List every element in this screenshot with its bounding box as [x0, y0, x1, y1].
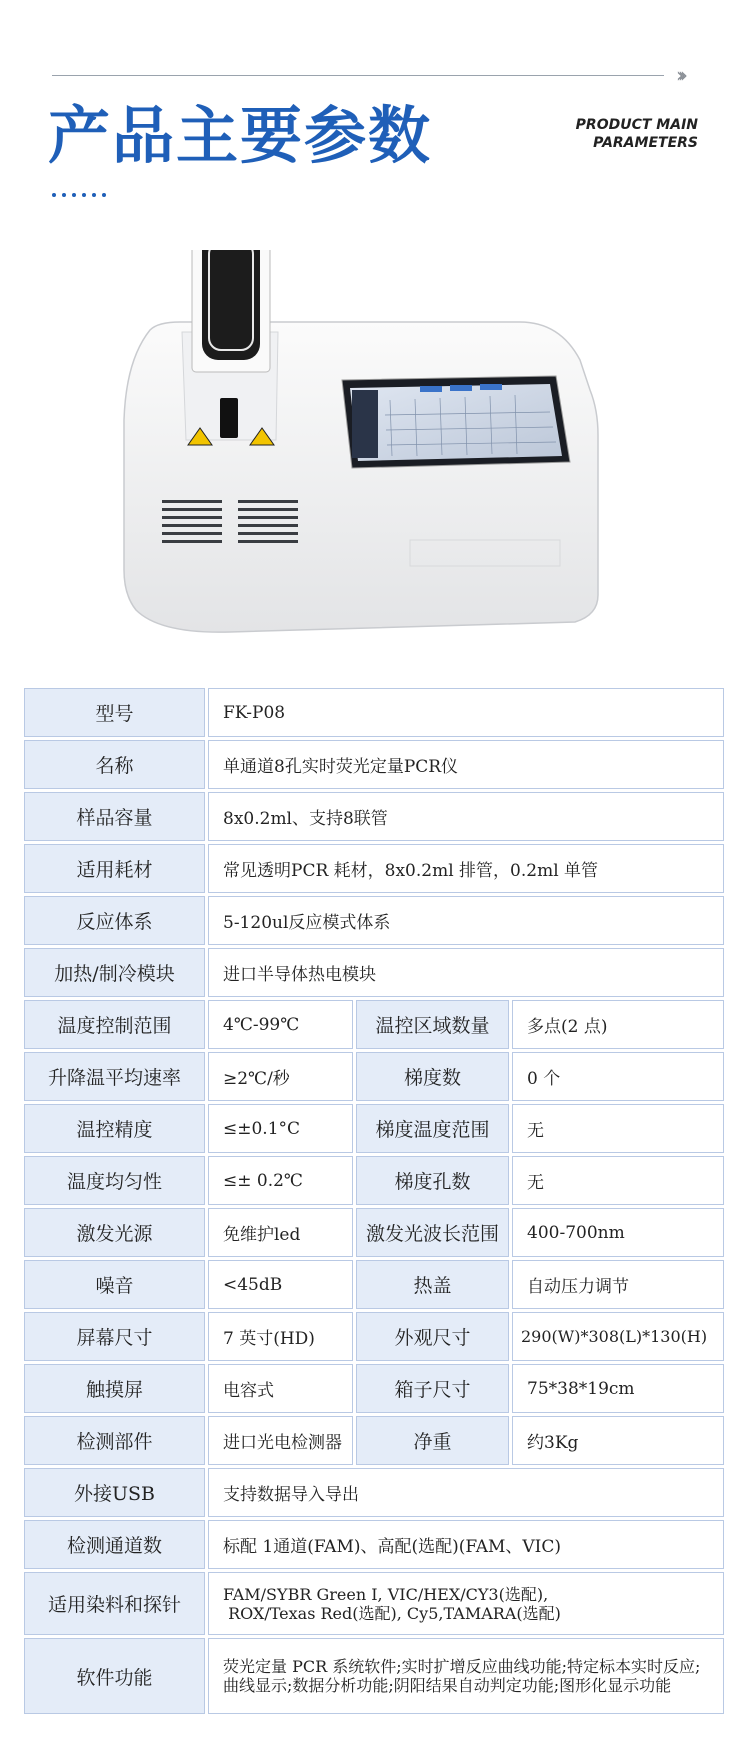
spec-label: 激发光波长范围	[356, 1208, 509, 1257]
spec-row-touchscreen	[24, 1364, 724, 1413]
spec-label: 激发光源	[24, 1208, 205, 1257]
spec-value: 单通道8孔实时荧光定量PCR仪	[208, 740, 724, 789]
spec-value: ≥2℃/秒	[208, 1052, 353, 1101]
spec-row-model	[24, 688, 724, 737]
decorative-dots	[52, 193, 106, 197]
spec-row-noise	[24, 1260, 724, 1309]
spec-value: 4℃-99℃	[208, 1000, 353, 1049]
spec-label: 触摸屏	[24, 1364, 205, 1413]
spec-label: 热盖	[356, 1260, 509, 1309]
spec-row-temp-accuracy	[24, 1104, 724, 1153]
spec-value: 进口半导体热电模块	[208, 948, 724, 997]
title-en-line2: PARAMETERS	[593, 135, 698, 151]
spec-label: 梯度温度范围	[356, 1104, 509, 1153]
spec-row-screen-size	[24, 1312, 724, 1361]
spec-value: 7 英寸(HD)	[208, 1312, 353, 1361]
spec-label: 检测部件	[24, 1416, 205, 1465]
spec-label: 反应体系	[24, 896, 205, 945]
spec-value: 自动压力调节	[512, 1260, 724, 1309]
spec-label: 温度控制范围	[24, 1000, 205, 1049]
spec-label: 软件功能	[24, 1638, 205, 1714]
spec-label: 箱子尺寸	[356, 1364, 509, 1413]
arrow-right-icon: ›››	[676, 63, 682, 87]
spec-label: 外接USB	[24, 1468, 205, 1517]
spec-value: 常见透明PCR 耗材，8x0.2ml 排管，0.2ml 单管	[208, 844, 724, 893]
spec-label: 升降温平均速率	[24, 1052, 205, 1101]
spec-value: 8x0.2ml、支持8联管	[208, 792, 724, 841]
spec-value-line2: ROX/Texas Red(选配), Cy5,TAMARA(选配)	[223, 1603, 561, 1623]
spec-value	[208, 1572, 724, 1635]
product-image	[120, 250, 660, 645]
spec-value: ≤± 0.2℃	[208, 1156, 353, 1205]
spec-table	[24, 688, 724, 1717]
spec-value: 5-120ul反应模式体系	[208, 896, 724, 945]
spec-value: 标配 1通道(FAM)、高配(选配)(FAM、VIC)	[208, 1520, 724, 1569]
spec-label: 屏幕尺寸	[24, 1312, 205, 1361]
spec-row-dyes	[24, 1572, 724, 1635]
title-en-line1: PRODUCT MAIN	[575, 117, 698, 133]
spec-value: 支持数据导入导出	[208, 1468, 724, 1517]
spec-label: 梯度孔数	[356, 1156, 509, 1205]
spec-value: FK-P08	[208, 688, 724, 737]
spec-value: 0 个	[512, 1052, 724, 1101]
spec-value: 290(W)*308(L)*130(H)	[512, 1312, 724, 1361]
page-title-english	[478, 116, 698, 152]
spec-row-software	[24, 1638, 724, 1714]
spec-label: 温度均匀性	[24, 1156, 205, 1205]
spec-value: 多点(2 点)	[512, 1000, 724, 1049]
spec-row-ramp-rate	[24, 1052, 724, 1101]
spec-value: 约3Kg	[512, 1416, 724, 1465]
spec-label: 名称	[24, 740, 205, 789]
spec-label: 加热/制冷模块	[24, 948, 205, 997]
spec-label: 温控区域数量	[356, 1000, 509, 1049]
spec-row-usb	[24, 1468, 724, 1517]
spec-row-name	[24, 740, 724, 789]
spec-value: ≤±0.1°C	[208, 1104, 353, 1153]
spec-value: 荧光定量 PCR 系统软件;实时扩增反应曲线功能;特定标本实时反应;曲线显示;数据分析功能;阴阳结果自动判定功能;图形化显示功能	[208, 1638, 724, 1714]
spec-label: 噪音	[24, 1260, 205, 1309]
spec-label: 梯度数	[356, 1052, 509, 1101]
spec-value: 免维护led	[208, 1208, 353, 1257]
spec-row-reaction-system	[24, 896, 724, 945]
spec-row-capacity	[24, 792, 724, 841]
spec-label: 适用染料和探针	[24, 1572, 205, 1635]
spec-row-channels	[24, 1520, 724, 1569]
spec-value: 400-700nm	[512, 1208, 724, 1257]
spec-label: 温控精度	[24, 1104, 205, 1153]
spec-row-temp-range	[24, 1000, 724, 1049]
spec-value: 进口光电检测器	[208, 1416, 353, 1465]
spec-value: 75*38*19cm	[512, 1364, 724, 1413]
spec-label: 适用耗材	[24, 844, 205, 893]
spec-label: 净重	[356, 1416, 509, 1465]
spec-value-line1: FAM/SYBR Green I, VIC/HEX/CY3(选配),	[223, 1584, 549, 1604]
spec-row-consumables	[24, 844, 724, 893]
spec-row-thermal-module	[24, 948, 724, 997]
spec-label: 外观尺寸	[356, 1312, 509, 1361]
spec-value: 无	[512, 1156, 724, 1205]
spec-value: 无	[512, 1104, 724, 1153]
spec-label: 检测通道数	[24, 1520, 205, 1569]
spec-row-temp-uniformity	[24, 1156, 724, 1205]
page-title: 产品主要参数	[48, 99, 433, 172]
spec-label: 型号	[24, 688, 205, 737]
header-divider	[52, 75, 664, 76]
spec-row-light-source	[24, 1208, 724, 1257]
spec-value: 电容式	[208, 1364, 353, 1413]
spec-label: 样品容量	[24, 792, 205, 841]
spec-row-detector	[24, 1416, 724, 1465]
spec-value: <45dB	[208, 1260, 353, 1309]
